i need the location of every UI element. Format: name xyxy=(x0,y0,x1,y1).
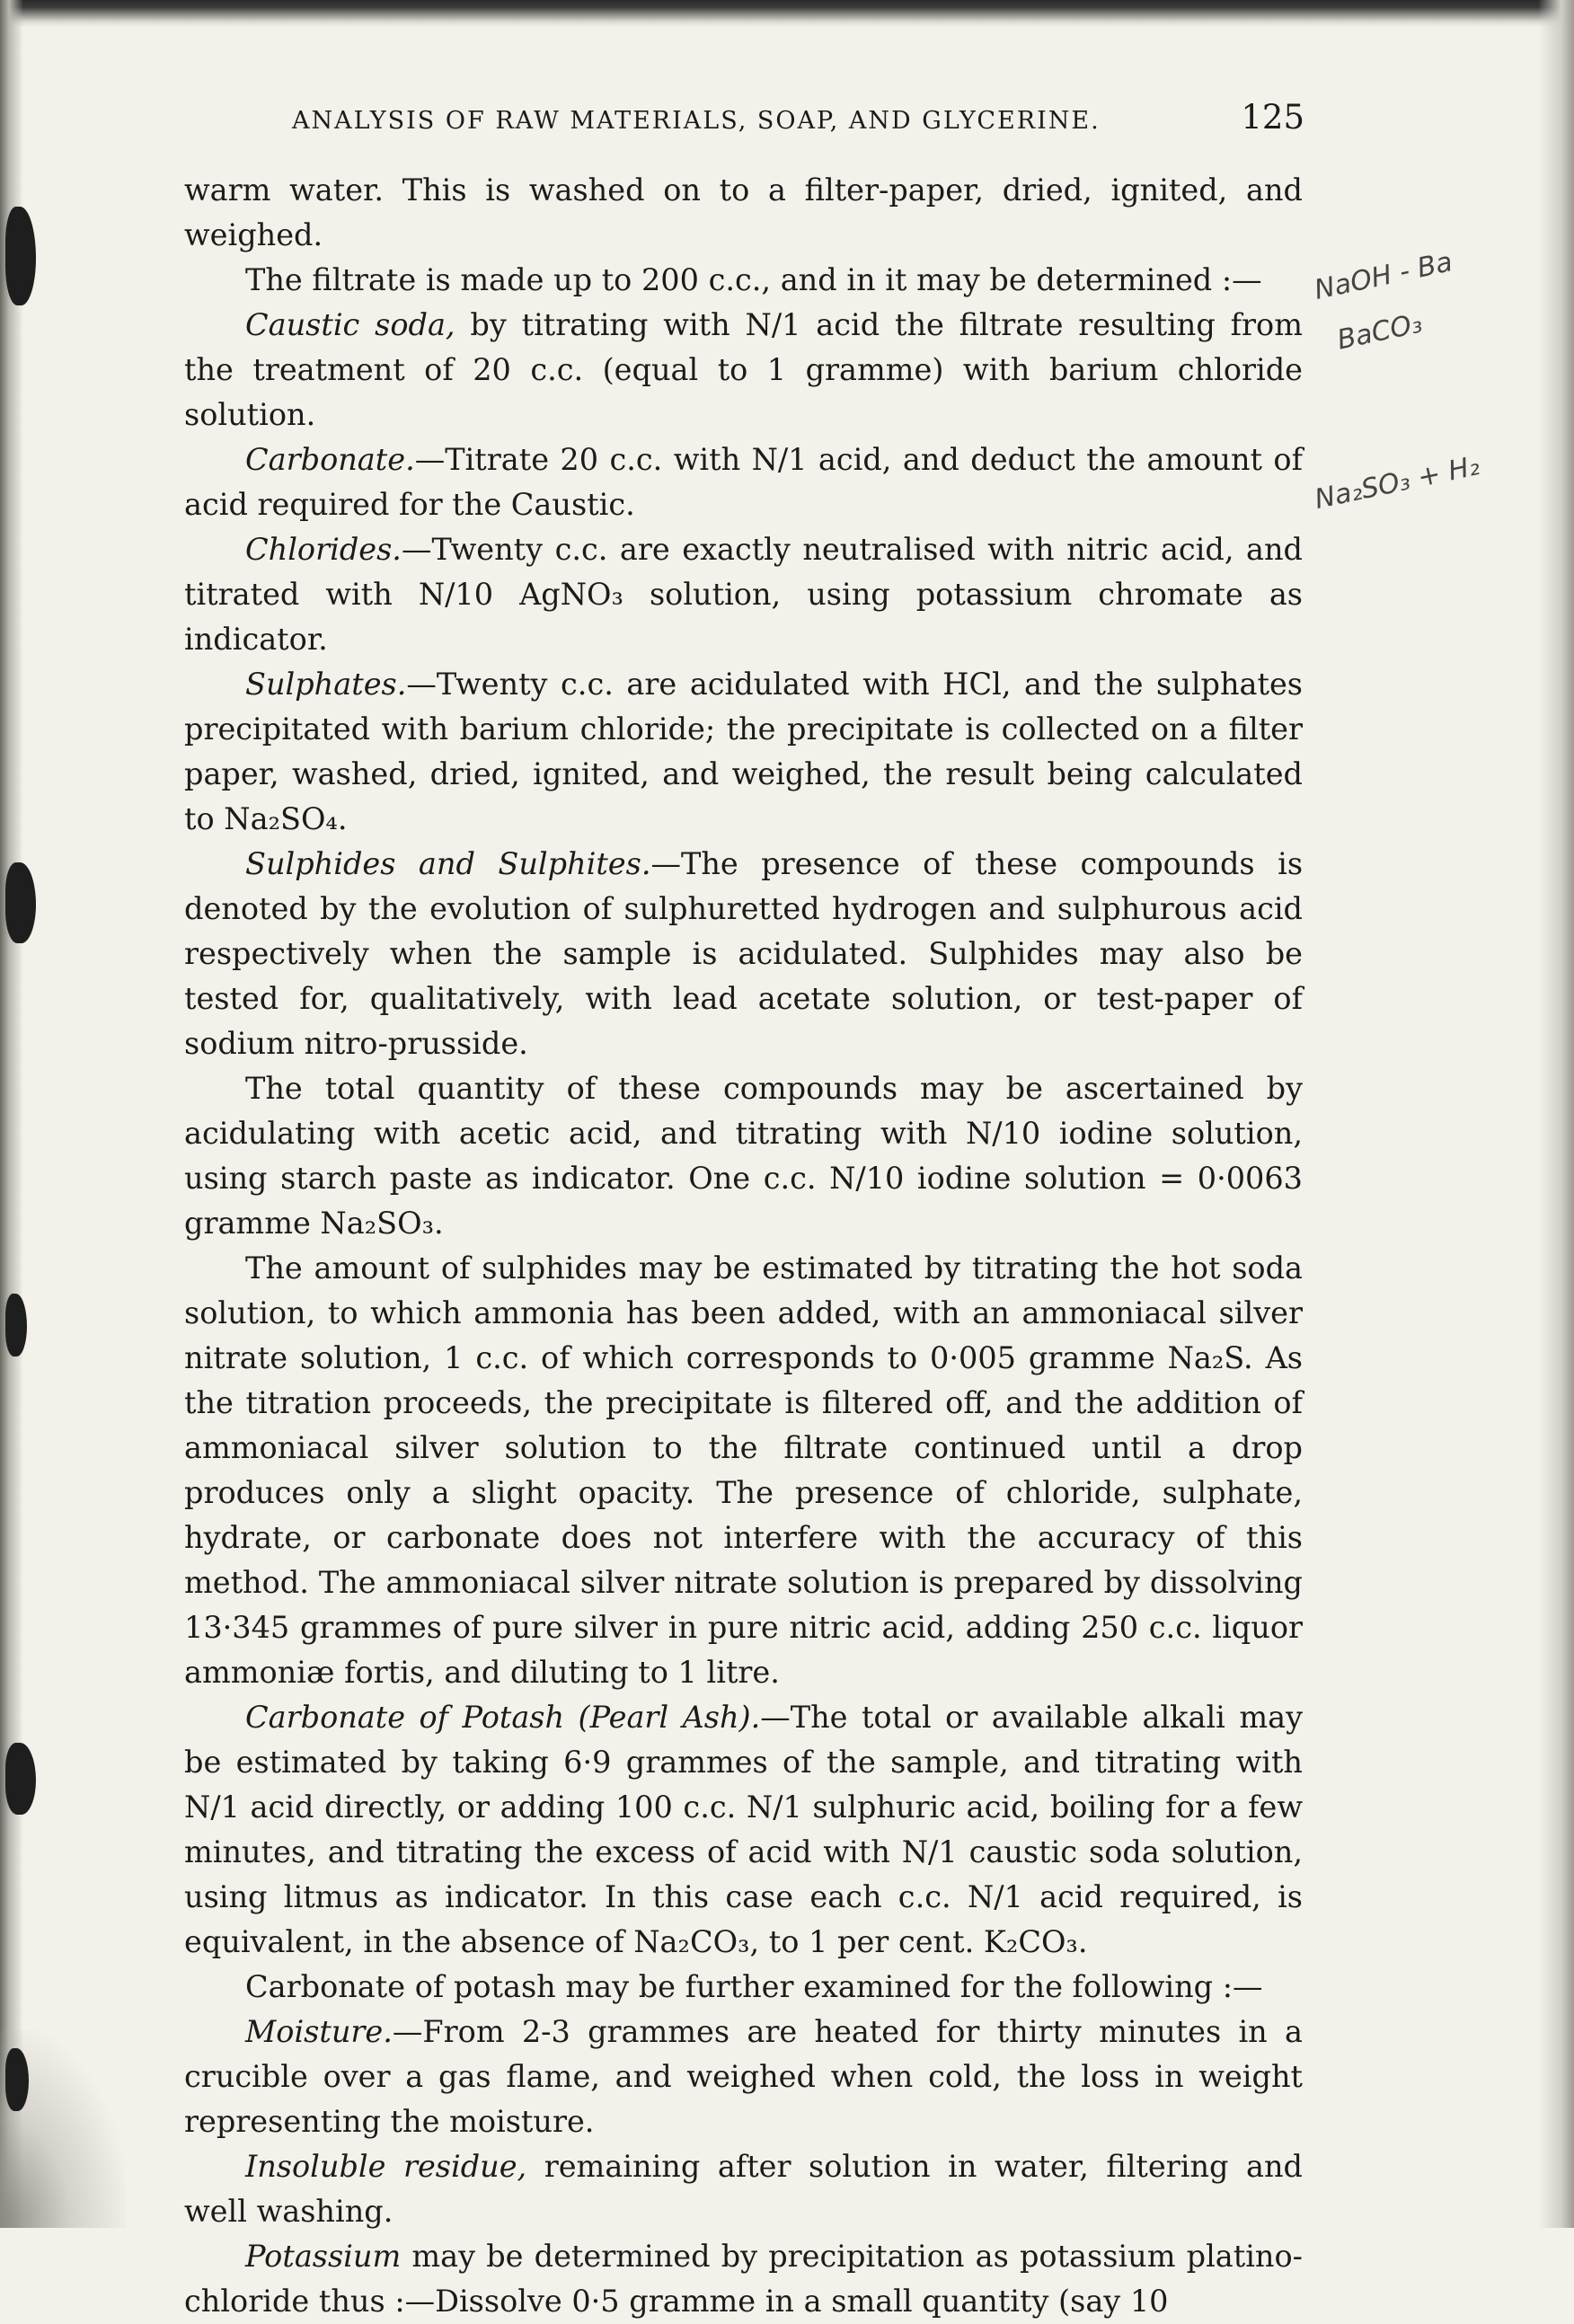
paragraph xyxy=(184,2010,1303,2144)
paragraph-text: —Twenty c.c. are exactly neutralised with nitric acid, and titrated with N/10 AgNO₃ solution, using potassium chromate as indicator. xyxy=(184,532,1303,657)
paragraph-text: —From 2-3 grammes are heated for thirty minutes in a crucible over a gas flame, and weighed when cold, the loss in weight representing the moisture. xyxy=(184,2014,1303,2139)
paragraph xyxy=(184,2144,1303,2234)
paragraph-lead: Insoluble residue, xyxy=(245,2149,527,2184)
handwritten-margin-note: Na₂SO₃ + H₂ xyxy=(1312,450,1482,516)
paragraph-text: The total quantity of these compounds may be ascertained by acidulating with acetic acid, and titrating with N/10 iodine solution, using starch paste as indicator. One c.c. N/10 iodine solution = 0·0063 gramme Na₂SO₃. xyxy=(184,1071,1303,1241)
paragraph-text: —The presence of these compounds is denoted by the evolution of sulphuretted hydrogen and sulphurous acid respectively when the sample is acidulated. Sulphides may also be tested for, qualitatively, with lead acetate solution, or test-paper of sodium nitro-prusside. xyxy=(184,846,1304,1061)
paragraph-text: —Titrate 20 c.c. with N/1 acid, and deduct the amount of acid required for the Caustic. xyxy=(184,442,1303,522)
paragraph-text: —The total or available alkali may be estimated by taking 6·9 grammes of the sample, and titrating with N/1 acid directly, or adding 100 c.c. N/1 sulphuric acid, boiling for a few minutes, and titrating the excess of acid with N/1 caustic soda solution, using litmus as indicator. In this case each c.c. N/1 acid required, is equivalent, in the absence of Na₂CO₃, to 1 per cent. K₂CO₃. xyxy=(184,1700,1303,1959)
paragraph xyxy=(184,437,1303,527)
scan-edge-right xyxy=(1538,0,1574,2228)
binding-mark xyxy=(5,207,36,305)
paragraph-text: may be determined by precipitation as potassium platino-chloride thus :—Dissolve 0·5 gramme in a small quantity (say 10 xyxy=(184,2239,1303,2319)
paragraph xyxy=(184,527,1303,662)
paragraph-text: Carbonate of potash may be further examined for the following :— xyxy=(245,1969,1263,2004)
paragraph-lead: Carbonate. xyxy=(245,442,415,477)
paragraph-lead: Carbonate of Potash (Pearl Ash). xyxy=(245,1700,761,1735)
paragraph-lead: Moisture. xyxy=(245,2014,393,2049)
scan-edge-top xyxy=(0,0,1574,27)
binding-mark xyxy=(5,1294,27,1356)
body-text xyxy=(184,168,1303,2324)
paragraph xyxy=(184,1695,1303,1965)
paragraph xyxy=(184,1246,1303,1695)
page-number: 125 xyxy=(1241,98,1304,137)
paragraph-lead: Potassium xyxy=(245,2239,402,2274)
paragraph-text: —Twenty c.c. are acidulated with HCl, and the sulphates precipitated with barium chloride; the precipitate is collected on a filter paper, washed, dried, ignited, and weighed, the result being calculated to Na₂SO₄. xyxy=(184,667,1303,836)
paragraph xyxy=(184,2234,1303,2324)
running-head xyxy=(184,94,1303,148)
scan-edge-left xyxy=(0,0,23,2228)
book-page xyxy=(184,94,1303,2324)
paragraph xyxy=(184,1066,1303,1246)
paragraph xyxy=(184,1965,1303,2010)
paragraph-lead: Sulphates. xyxy=(245,667,407,702)
paragraph-lead: Chlorides. xyxy=(245,532,402,567)
binding-mark xyxy=(5,1743,36,1815)
paragraph-text: by titrating with N/1 acid the filtrate resulting from the treatment of 20 c.c. (equal to 1 gramme) with barium chloride solution. xyxy=(184,307,1303,432)
running-title: ANALYSIS OF RAW MATERIALS, SOAP, AND GLYCERINE. xyxy=(292,107,1101,135)
paragraph-lead: Sulphides and Sulphites. xyxy=(245,846,651,881)
paragraph-text: warm water. This is washed on to a filter-paper, dried, ignited, and weighed. xyxy=(184,172,1303,252)
binding-mark xyxy=(5,2048,29,2111)
paragraph-text: The amount of sulphides may be estimated by titrating the hot soda solution, to which ammonia has been added, with an ammoniacal silver nitrate solution, 1 c.c. of which corresponds to 0·005 gramme Na₂S. As the titration proceeds, the precipitate is filtered off, and the addition of ammoniacal silver solution to the filtrate continued until a drop produces only a slight opacity. The presence of chloride, sulphate, hydrate, or carbonate does not interfere with the accuracy of this method. The ammoniacal silver nitrate solution is prepared by dissolving 13·345 grammes of pure silver in pure nitric acid, adding 250 c.c. liquor ammoniæ fortis, and diluting to 1 litre. xyxy=(184,1250,1303,1690)
paragraph-lead: Caustic soda, xyxy=(245,307,455,342)
handwritten-margin-note: NaOH - Ba xyxy=(1312,246,1455,306)
paragraph xyxy=(184,303,1303,437)
handwritten-margin-note: BaCO₃ xyxy=(1334,307,1426,357)
paragraph xyxy=(184,842,1303,1066)
binding-mark xyxy=(5,862,36,943)
paragraph-text: remaining after solution in water, filtering and well washing. xyxy=(184,2149,1303,2229)
paragraph xyxy=(184,662,1303,842)
paragraph xyxy=(184,258,1303,303)
paragraph-text: The filtrate is made up to 200 c.c., and in it may be determined :— xyxy=(245,262,1262,297)
paragraph xyxy=(184,168,1303,258)
